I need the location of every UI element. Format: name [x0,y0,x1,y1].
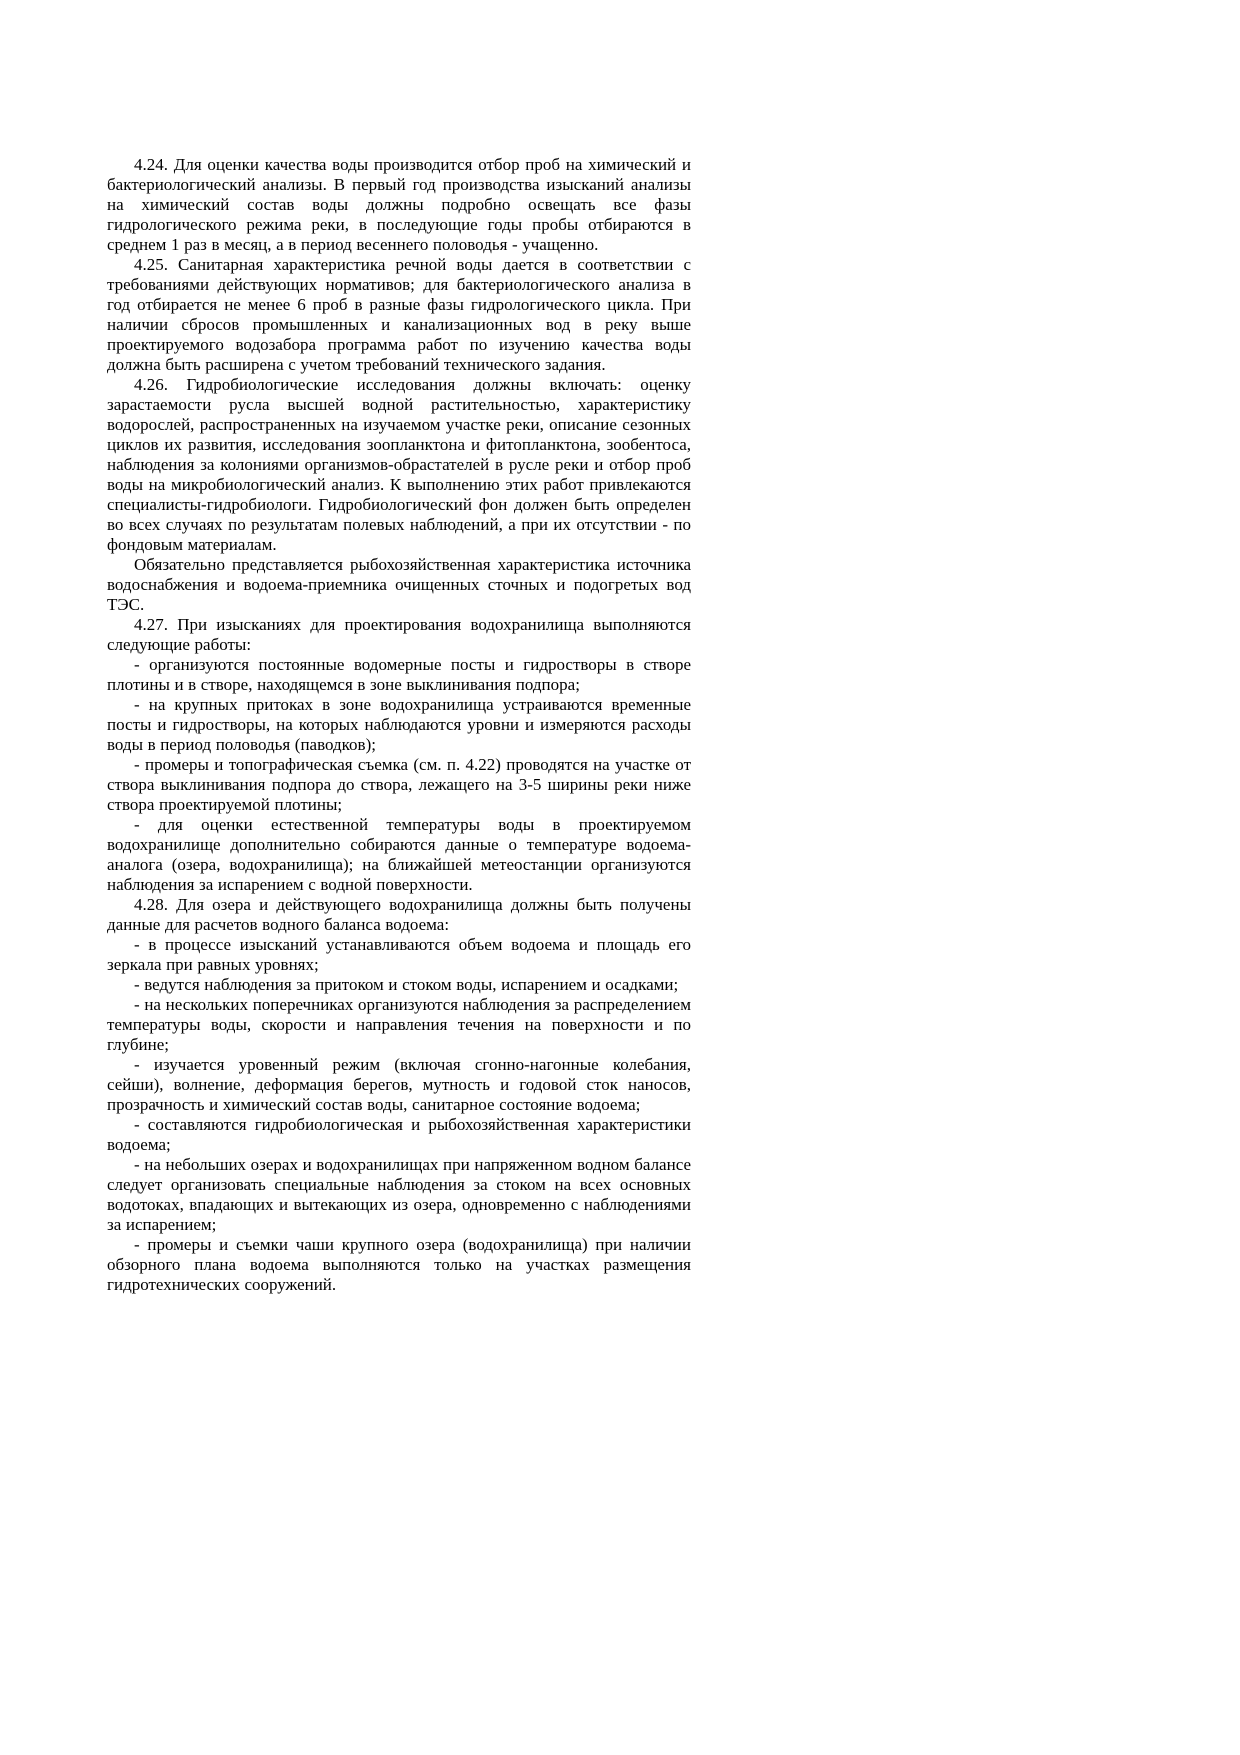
paragraph: - для оценки естественной температуры воды в проектируемом водохранилище дополнительно собираются данные о температуре водоема-аналога (озера, водохранилища); на ближайшей метеостанции организуются наблюдения за испарением с водной поверхности. [107,815,691,894]
paragraph: 4.25. Санитарная характеристика речной воды дается в соответствии с требованиями действующих нормативов; для бактериологического анализа в год отбирается не менее 6 проб в разные фазы гидрологического цикла. При наличии сбросов промышленных и канализационных вод в реку выше проектируемого водозабора программа работ по изучению качества воды должна быть расширена с учетом требований технического задания. [107,255,691,374]
paragraph: - ведутся наблюдения за притоком и стоком воды, испарением и осадками; [134,975,679,994]
paragraph: - на небольших озерах и водохранилищах при напряженном водном балансе следует организовать специальные наблюдения за стоком на всех основных водотоках, впадающих и вытекающих из озера, одновременно с наблюдениями за испарением; [107,1155,691,1234]
paragraph: Обязательно представляется рыбохозяйственная характеристика источника водоснабжения и водоема-приемника очищенных сточных и подогретых вод ТЭС. [107,555,691,614]
paragraph: - промеры и съемки чаши крупного озера (водохранилища) при наличии обзорного плана водоема выполняются только на участках размещения гидротехнических сооружений. [107,1235,691,1294]
paragraph: - на нескольких поперечниках организуются наблюдения за распределением температуры воды, скорости и направления течения на поверхности и по глубине; [107,995,691,1054]
paragraph: 4.28. Для озера и действующего водохранилища должны быть получены данные для расчетов водного баланса водоема: [107,895,691,934]
paragraph: - на крупных притоках в зоне водохранилища устраиваются временные посты и гидростворы, на которых наблюдаются уровни и измеряются расходы воды в период половодья (паводков); [107,695,691,754]
paragraph: 4.26. Гидробиологические исследования должны включать: оценку зарастаемости русла высшей водной растительностью, характеристику водорослей, распространенных на изучаемом участке реки, описание сезонных циклов их развития, исследования зоопланктона и фитопланктона, зообентоса, наблюдения за колониями организмов-обрастателей в русле реки и отбор проб воды на микробиологический анализ. К выполнению этих работ привлекаются специалисты-гидробиологи. Гидробиологический фон должен быть определен во всех случаях по результатам полевых наблюдений, а при их отсутствии - по фондовым материалам. [107,375,691,554]
paragraph: - изучается уровенный режим (включая сгонно-нагонные колебания, сейши), волнение, деформация берегов, мутность и годовой сток наносов, прозрачность и химический состав воды, санитарное состояние водоема; [107,1055,691,1114]
paragraph: - промеры и топографическая съемка (см. п. 4.22) проводятся на участке от створа выклинивания подпора до створа, лежащего на 3-5 ширины реки ниже створа проектируемой плотины; [107,755,691,814]
paragraph: - организуются постоянные водомерные посты и гидростворы в створе плотины и в створе, находящемся в зоне выклинивания подпора; [107,655,691,694]
paragraph: 4.27. При изысканиях для проектирования водохранилища выполняются следующие работы: [107,615,691,654]
paragraph: - в процессе изысканий устанавливаются объем водоема и площадь его зеркала при равных уровнях; [107,935,691,974]
paragraph: 4.24. Для оценки качества воды производится отбор проб на химический и бактериологический анализы. В первый год производства изысканий анализы на химический состав воды должны подробно освещать все фазы гидрологического режима реки, в последующие годы пробы отбираются в среднем 1 раз в месяц, а в период весеннего половодья - учащенно. [107,155,691,254]
document-text-block [107,155,691,1295]
paragraph: - составляются гидробиологическая и рыбохозяйственная характеристики водоема; [107,1115,691,1154]
